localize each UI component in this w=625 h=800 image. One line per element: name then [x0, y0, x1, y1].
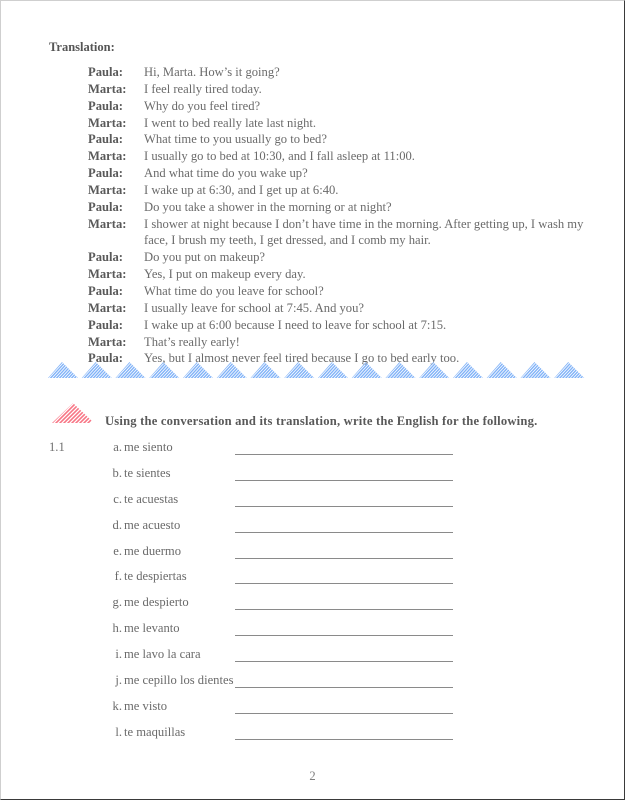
- item-letter: g.: [112, 595, 122, 610]
- utterance-text: I usually leave for school at 7:45. And you?: [144, 300, 364, 315]
- speaker-name: Paula:: [88, 166, 123, 181]
- exercise-item: [108, 645, 468, 671]
- dialogue-line: [88, 131, 608, 148]
- item-letter: a.: [113, 440, 122, 454]
- exercise-item: [108, 464, 468, 490]
- item-spanish-phrase: te sientes: [124, 465, 171, 480]
- dialogue-line: [88, 115, 608, 132]
- answer-blank[interactable]: [235, 661, 453, 662]
- dialogue-line: [88, 283, 608, 300]
- item-spanish-phrase: te maquillas: [124, 724, 186, 739]
- item-spanish-phrase: me levanto: [124, 621, 180, 636]
- utterance-text: I went to bed really late last night.: [144, 115, 317, 130]
- item-letter: f.: [114, 569, 122, 584]
- item-spanish-phrase: me acuesto: [124, 517, 181, 532]
- exercise-item: [108, 671, 468, 697]
- exercise-item: [108, 619, 468, 645]
- dialogue-line: [88, 300, 608, 317]
- answer-blank[interactable]: [235, 454, 453, 455]
- dialogue-line: [88, 148, 608, 165]
- item-spanish-phrase: me lavo la cara: [124, 647, 201, 662]
- answer-blank[interactable]: [235, 583, 453, 584]
- item-letter: c.: [113, 491, 122, 506]
- exercise-item: [108, 516, 468, 542]
- exercise-list: [108, 438, 468, 749]
- dialogue-line: [88, 81, 608, 98]
- utterance-text: Yes, I put on makeup every day.: [144, 267, 306, 282]
- item-letter: k.: [112, 698, 122, 713]
- utterance-text: Yes, but I almost never feel tired because I go to bed early too.: [144, 351, 460, 366]
- item-letter: i.: [115, 647, 122, 662]
- dialogue-line: [88, 165, 608, 182]
- answer-blank[interactable]: [235, 635, 453, 636]
- translation-heading: Translation:: [49, 40, 115, 54]
- item-spanish-phrase: te despiertas: [124, 569, 187, 584]
- answer-blank[interactable]: [235, 713, 453, 714]
- page-number: 2: [309, 769, 316, 783]
- dialogue-line: [88, 317, 608, 334]
- exercise-item: [108, 490, 468, 516]
- answer-blank[interactable]: [235, 506, 453, 507]
- answer-blank[interactable]: [235, 609, 453, 610]
- speaker-name: Marta:: [88, 81, 127, 96]
- activity-number: 1.1: [49, 440, 65, 454]
- item-letter: j.: [115, 673, 122, 688]
- utterance-text: I shower at night because I don’t have time in the morning. After getting up, I wash my face, I brush my teeth, I get dressed, and I comb my hair.: [144, 216, 584, 248]
- item-spanish-phrase: me despierto: [124, 595, 189, 610]
- utterance-text: Do you take a shower in the morning or at night?: [144, 199, 392, 214]
- exercise-item: [108, 593, 468, 619]
- speaker-name: Marta:: [88, 267, 127, 282]
- dialogue-line: [88, 334, 608, 351]
- utterance-text: I wake up at 6:00 because I need to leave for school at 7:15.: [144, 317, 447, 332]
- exercise-item: [108, 723, 468, 749]
- utterance-text: Do you put on makeup?: [144, 250, 266, 265]
- speaker-name: Marta:: [88, 216, 127, 231]
- answer-blank[interactable]: [235, 687, 453, 688]
- item-letter: l.: [115, 724, 122, 739]
- activity-instruction: Using the conversation and its translation, write the English for the following.: [105, 414, 538, 428]
- speaker-name: Marta:: [88, 182, 127, 197]
- answer-blank[interactable]: [235, 532, 453, 533]
- speaker-name: Marta:: [88, 300, 127, 315]
- answer-blank[interactable]: [235, 480, 453, 481]
- triangle-divider: [46, 358, 586, 380]
- speaker-name: Paula:: [88, 199, 123, 214]
- speaker-name: Paula:: [88, 283, 123, 298]
- item-letter: d.: [112, 517, 122, 532]
- utterance-text: I usually go to bed at 10:30, and I fall asleep at 11:00.: [144, 149, 415, 164]
- dialogue-line: [88, 266, 608, 283]
- exercise-item: [108, 567, 468, 593]
- speaker-name: Paula:: [88, 65, 123, 79]
- utterance-text: What time do you leave for school?: [144, 283, 324, 298]
- dialogue-line: [88, 182, 608, 199]
- exercise-item: [108, 542, 468, 568]
- dialogue-line: [88, 64, 608, 81]
- item-spanish-phrase: me visto: [124, 698, 168, 713]
- speaker-name: Marta:: [88, 149, 127, 164]
- utterance-text: I feel really tired today.: [144, 81, 262, 96]
- item-letter: e.: [113, 543, 122, 558]
- dialogue-line: [88, 216, 608, 250]
- item-spanish-phrase: me siento: [124, 440, 173, 454]
- item-letter: h.: [112, 621, 122, 636]
- red-triangle-icon: [50, 401, 96, 425]
- answer-blank[interactable]: [235, 739, 453, 740]
- speaker-name: Marta:: [88, 334, 127, 349]
- exercise-item: [108, 438, 468, 464]
- utterance-text: Hi, Marta. How’s it going?: [144, 65, 280, 79]
- utterance-text: I wake up at 6:30, and I get up at 6:40.: [144, 182, 339, 197]
- utterance-text: And what time do you wake up?: [144, 166, 308, 181]
- dialogue-line: [88, 249, 608, 266]
- speaker-name: Paula:: [88, 317, 123, 332]
- dialogue-line: [88, 98, 608, 115]
- utterance-text: What time to you usually go to bed?: [144, 132, 327, 147]
- speaker-name: Paula:: [88, 132, 123, 147]
- item-spanish-phrase: te acuestas: [124, 491, 179, 506]
- item-letter: b.: [112, 465, 122, 480]
- dialogue-line: [88, 199, 608, 216]
- speaker-name: Paula:: [88, 250, 123, 265]
- exercise-item: [108, 697, 468, 723]
- utterance-text: That’s really early!: [144, 334, 240, 349]
- speaker-name: Marta:: [88, 115, 127, 130]
- answer-blank[interactable]: [235, 558, 453, 559]
- utterance-text: Why do you feel tired?: [144, 98, 261, 113]
- item-spanish-phrase: me duermo: [124, 543, 182, 558]
- item-spanish-phrase: me cepillo los dientes: [124, 673, 234, 688]
- dialogue: [88, 64, 608, 367]
- speaker-name: Paula:: [88, 351, 123, 366]
- speaker-name: Paula:: [88, 98, 123, 113]
